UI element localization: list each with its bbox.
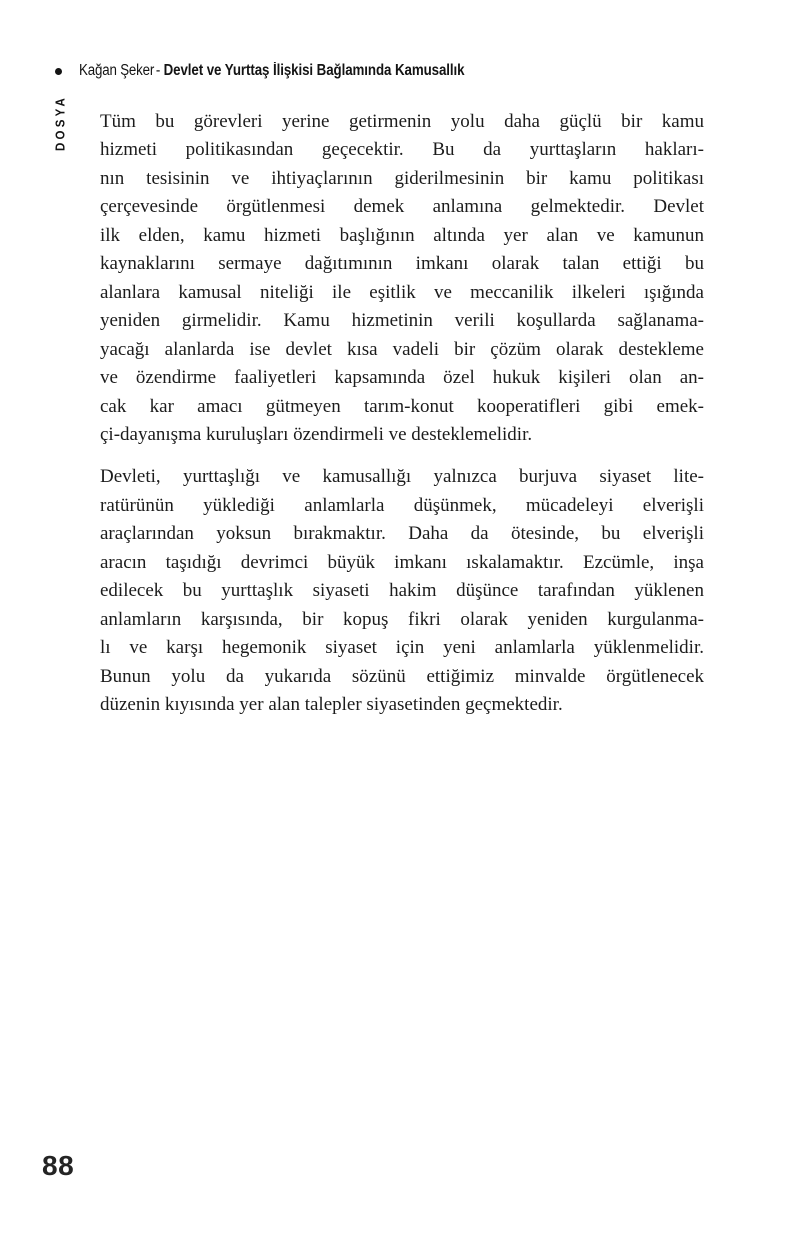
text-line: nın tesisinin ve ihtiyaçlarının giderilmesinin bir kamu politikası [100,167,704,189]
text-line: hizmeti politikasından geçecektir. Bu da yurttaşların hakları- [100,139,704,161]
text-line: kaynaklarını sermaye dağıtımının imkanı olarak talan ettiği bu [100,253,704,275]
text-line: çerçevesinde örgütlenmesi demek anlamına gelmektedir. Devlet [100,196,704,218]
text-line: Devleti, yurttaşlığı ve kamusallığı yalnızca burjuva siyaset lite- [100,466,704,488]
text-line: ilk elden, kamu hizmeti başlığının altında yer alan ve kamunun [100,224,704,246]
bullet-icon [55,68,62,75]
section-label-wrap [46,87,74,159]
paragraph-1 [100,108,704,449]
page-number: 88 [42,1150,75,1181]
text-line: alanlara kamusal niteliği ile eşitlik ve meccanilik ilkeleri ışığında [100,281,704,303]
text-line: düzenin kıyısında yer alan talepler siyasetinden geçmektedir. [100,694,563,716]
paragraph-2 [100,463,704,719]
body-text [100,108,704,720]
text-line: edilecek bu yurttaşlık siyaseti hakim düşünce tarafından yüklenen [100,580,704,602]
text-line: aracın taşıdığı devrimci büyük imkanı ıskalamaktır. Ezcümle, inşa [100,551,704,573]
section-label: DOSYA [53,95,67,151]
text-line: anlamların karşısında, bir kopuş fikri olarak yeniden kurgulanma- [100,608,704,630]
running-header [55,61,527,81]
text-line: Bunun yolu da yukarıda sözünü ettiğimiz minvalde örgütlenecek [100,665,704,687]
author-name: Kağan Şeker [79,62,155,79]
text-line: araçlarından yoksun bırakmaktır. Daha da ötesinde, bu elverişli [100,523,704,545]
text-line: yacağı alanlarda ise devlet kısa vadeli bir çözüm olarak destekleme [100,338,704,360]
text-line: lı ve karşı hegemonik siyaset için yeni anlamlarla yüklenmelidir. [100,637,704,659]
article-title: Devlet ve Yurttaş İlişkisi Bağlamında Kamusallık [163,62,465,79]
header-separator: - [155,62,161,79]
text-line: çi-dayanışma kuruluşları özendirmeli ve desteklemelidir. [100,423,533,445]
text-line: Tüm bu görevleri yerine getirmenin yolu daha güçlü bir kamu [100,111,704,132]
text-line: ratürünün yüklediği anlamlarla düşünmek, mücadeleyi elverişli [100,494,704,516]
text-line: ve özendirme faaliyetleri kapsamında özel hukuk kişileri olan an- [100,367,704,389]
text-line: yeniden girmelidir. Kamu hizmetinin verili koşullarda sağlanama- [100,310,704,332]
header-text [79,62,464,80]
text-line: cak kar amacı gütmeyen tarım-konut kooperatifleri gibi emek- [100,395,704,417]
